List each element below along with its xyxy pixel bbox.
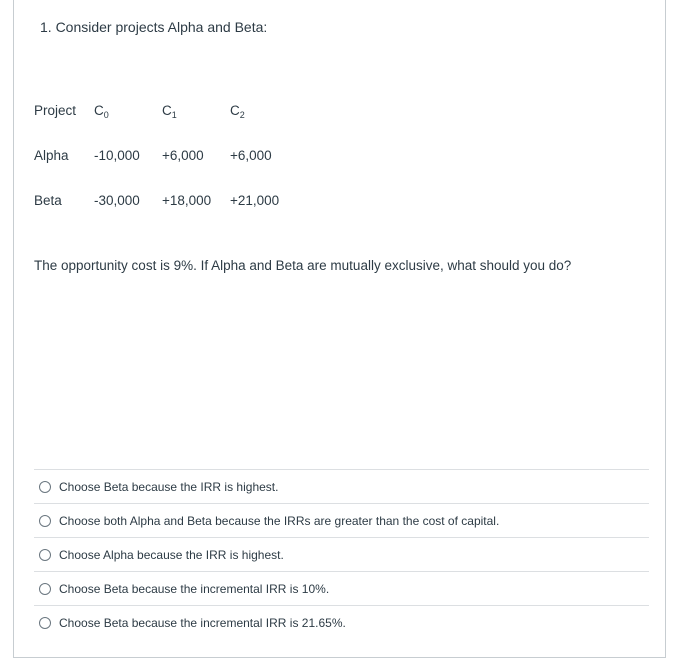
header-project: Project xyxy=(34,103,77,118)
header-c2: $C_2$ xyxy=(230,103,245,120)
header-c1: $C_1$ xyxy=(162,103,177,120)
header-c0: $C_0$ xyxy=(94,103,109,120)
beta-c0: -30,000 xyxy=(94,193,140,208)
option-label: Choose Beta because the incremental IRR is 10%. xyxy=(59,581,330,596)
answer-option[interactable] xyxy=(34,469,649,503)
radio-button[interactable] xyxy=(39,481,51,493)
beta-c2: +21,000 xyxy=(230,193,280,208)
option-label: Choose Beta because the incremental IRR is 21.65%. xyxy=(59,615,346,630)
alpha-c1: +6,000 xyxy=(162,148,204,163)
radio-button[interactable] xyxy=(39,549,51,561)
radio-button[interactable] xyxy=(39,583,51,595)
beta-name: Beta xyxy=(34,193,62,208)
question-title: 1. Consider projects Alpha and Beta: xyxy=(40,19,268,35)
option-label: Choose both Alpha and Beta because the IRRs are greater than the cost of capital. xyxy=(59,513,500,528)
alpha-c2: +6,000 xyxy=(230,148,272,163)
question-prompt: The opportunity cost is 9%. If Alpha and Beta are mutually exclusive, what should you do? xyxy=(34,258,572,273)
option-label: Choose Beta because the IRR is highest. xyxy=(59,479,279,494)
answer-option[interactable] xyxy=(34,571,649,605)
radio-button[interactable] xyxy=(39,515,51,527)
answer-options xyxy=(34,469,649,639)
answer-option[interactable] xyxy=(34,605,649,639)
radio-button[interactable] xyxy=(39,617,51,629)
option-label: Choose Alpha because the IRR is highest. xyxy=(59,547,284,562)
alpha-c0: -10,000 xyxy=(94,148,140,163)
alpha-name: Alpha xyxy=(34,148,69,163)
answer-option[interactable] xyxy=(34,537,649,571)
answer-option[interactable] xyxy=(34,503,649,537)
beta-c1: +18,000 xyxy=(162,193,212,208)
